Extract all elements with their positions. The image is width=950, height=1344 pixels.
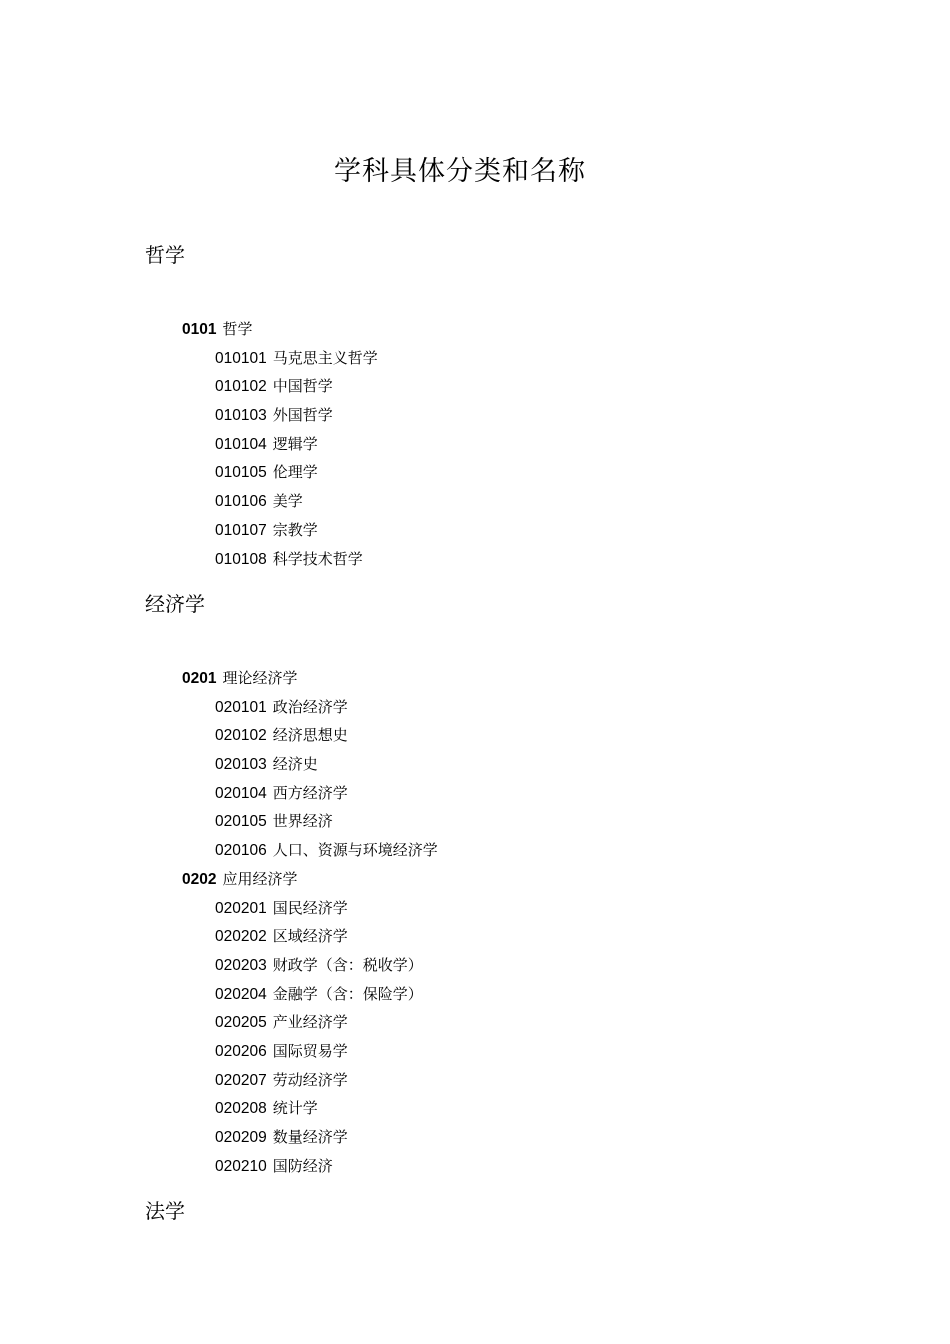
item-name: 经济思想史 — [272, 726, 348, 745]
list-item — [215, 807, 905, 836]
section-heading: 法学 — [145, 1199, 185, 1223]
section-heading: 哲学 — [145, 243, 185, 267]
page-title: 学科具体分类和名称 — [334, 156, 586, 187]
section-body — [145, 664, 905, 1180]
list-item — [215, 1152, 905, 1181]
section-heading: 经济学 — [145, 592, 205, 616]
group-header — [182, 664, 905, 693]
group-code: 0201 — [182, 670, 217, 687]
list-item — [215, 836, 905, 865]
item-code: 010103 — [215, 407, 267, 425]
item-name: 伦理学 — [272, 463, 318, 482]
list-item — [215, 487, 905, 516]
item-name: 金融学（含：保险学） — [272, 984, 423, 1003]
item-name: 区域经济学 — [272, 927, 348, 946]
list-item — [215, 721, 905, 750]
list-item — [215, 894, 905, 923]
item-code: 020105 — [215, 813, 267, 831]
group-code: 0101 — [182, 321, 217, 338]
list-item — [215, 693, 905, 722]
item-code: 020201 — [215, 899, 267, 917]
list-item — [215, 372, 905, 401]
group-code: 0202 — [182, 870, 217, 888]
list-item — [215, 516, 905, 545]
item-name: 国际贸易学 — [272, 1041, 348, 1060]
item-name: 国防经济 — [272, 1156, 333, 1175]
group-name: 哲学 — [222, 320, 253, 338]
item-code: 010108 — [215, 550, 267, 568]
list-item — [215, 922, 905, 951]
section-economics — [145, 590, 905, 1180]
item-name: 国民经济学 — [272, 898, 348, 917]
item-name: 外国哲学 — [272, 406, 333, 425]
group-name: 应用经济学 — [222, 869, 298, 888]
section-philosophy — [145, 241, 905, 573]
list-item — [215, 545, 905, 574]
discipline-group — [145, 664, 905, 865]
item-code: 020204 — [215, 985, 267, 1003]
list-item — [215, 1066, 905, 1095]
item-name: 科学技术哲学 — [272, 549, 363, 568]
item-code: 020103 — [215, 756, 267, 774]
item-code: 010106 — [215, 493, 267, 511]
list-item — [215, 951, 905, 980]
item-name: 宗教学 — [272, 520, 318, 539]
item-name: 马克思主义哲学 — [272, 348, 378, 367]
item-code: 010101 — [215, 349, 267, 367]
item-name: 财政学（含：税收学） — [272, 955, 423, 974]
item-code: 010104 — [215, 435, 267, 453]
item-name: 人口、资源与环境经济学 — [272, 841, 438, 860]
list-item — [215, 430, 905, 459]
item-code: 020206 — [215, 1042, 267, 1060]
item-code: 020104 — [215, 784, 267, 802]
item-name: 数量经济学 — [272, 1128, 348, 1146]
item-code: 020106 — [215, 842, 267, 860]
list-item — [215, 344, 905, 373]
group-header — [182, 315, 905, 344]
list-item — [215, 1123, 905, 1152]
list-item — [215, 980, 905, 1009]
item-name: 政治经济学 — [272, 697, 348, 716]
item-name: 西方经济学 — [272, 783, 348, 802]
item-name: 统计学 — [272, 1099, 318, 1118]
item-name: 劳动经济学 — [272, 1070, 348, 1089]
item-name: 世界经济 — [272, 812, 333, 831]
item-name: 中国哲学 — [272, 377, 333, 396]
item-name: 经济史 — [272, 755, 318, 774]
item-code: 020210 — [215, 1157, 267, 1175]
section-law — [145, 1197, 905, 1225]
item-code: 010105 — [215, 464, 267, 482]
list-item — [215, 750, 905, 779]
item-name: 美学 — [272, 492, 303, 511]
item-code: 020202 — [215, 928, 267, 946]
item-code: 020207 — [215, 1071, 267, 1089]
list-item — [215, 1037, 905, 1066]
list-item — [215, 458, 905, 487]
item-name: 产业经济学 — [272, 1013, 348, 1032]
list-item — [215, 1094, 905, 1123]
item-code: 020208 — [215, 1100, 267, 1118]
item-code: 020101 — [215, 698, 267, 716]
item-code: 010102 — [215, 378, 267, 396]
list-item — [215, 1008, 905, 1037]
item-code: 020203 — [215, 956, 267, 974]
list-item — [215, 779, 905, 808]
discipline-group — [145, 865, 905, 1181]
item-code: 020102 — [215, 727, 267, 745]
item-code: 020209 — [215, 1129, 267, 1146]
item-name: 逻辑学 — [272, 434, 318, 453]
list-item — [215, 401, 905, 430]
discipline-group — [145, 315, 905, 573]
item-code: 020205 — [215, 1014, 267, 1032]
group-header — [182, 865, 905, 894]
item-code: 010107 — [215, 521, 267, 539]
group-name: 理论经济学 — [222, 669, 298, 687]
section-body — [145, 315, 905, 573]
